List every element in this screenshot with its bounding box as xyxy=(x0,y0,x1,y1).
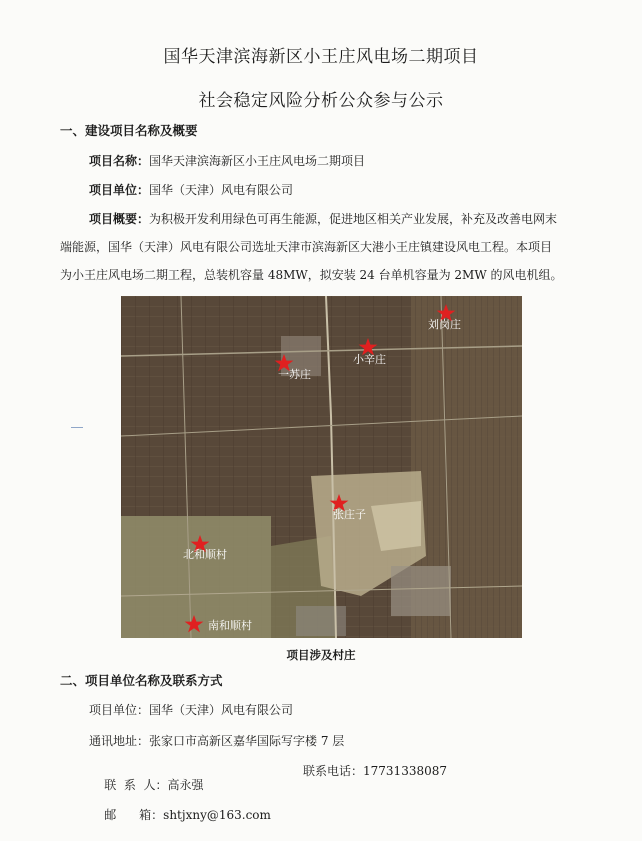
project-name-label: 项目名称： xyxy=(89,154,150,168)
project-overview-line3: 为小王庄风电场二期工程，总装机容量 48MW，拟安装 24 台单机容量为 2MW 的风电机组。 xyxy=(60,268,563,282)
village-label-suzhuang: 一苏庄 xyxy=(278,368,311,381)
contact-phone-label: 联系电话： xyxy=(303,764,364,778)
project-overview-line1 xyxy=(89,210,557,227)
map-caption: 项目涉及村庄 xyxy=(286,648,356,662)
contact-unit-line xyxy=(89,701,293,718)
project-unit-line xyxy=(89,181,293,198)
contact-person-value: 高永强 xyxy=(167,778,204,792)
contact-email-line xyxy=(89,792,271,837)
contact-person-label: 联 系 人： xyxy=(104,778,168,792)
project-overview-line2: 端能源，国华（天津）风电有限公司选址天津市滨海新区大港小王庄镇建设风电工程。本项目 xyxy=(60,240,553,254)
village-label-beiheshuncun: 北和顺村 xyxy=(183,548,227,561)
project-overview-text1: 为积极开发利用绿色可再生能源，促进地区相关产业发展，补充及改善电网末 xyxy=(149,212,558,226)
contact-address-label: 通讯地址： xyxy=(89,734,150,748)
section2-heading: 二、项目单位名称及联系方式 xyxy=(60,673,223,688)
contact-phone-line xyxy=(303,762,447,779)
contact-unit-value: 国华（天津）风电有限公司 xyxy=(149,703,294,717)
project-unit-label: 项目单位： xyxy=(89,183,150,197)
contact-unit-label: 项目单位： xyxy=(89,703,150,717)
project-unit-value: 国华（天津）风电有限公司 xyxy=(149,183,294,197)
satellite-map-image xyxy=(121,296,522,638)
village-label-zhangzhuangzi: 张庄子 xyxy=(333,508,366,521)
scan-mark xyxy=(71,427,83,428)
contact-email-value[interactable]: shtjxny@163.com xyxy=(163,808,271,822)
document-title: 国华天津滨海新区小王庄风电场二期项目 xyxy=(163,47,479,67)
satellite-map-svg xyxy=(121,296,522,638)
contact-address-value: 张家口市高新区嘉华国际写字楼 7 层 xyxy=(149,734,345,748)
project-overview-label: 项目概要： xyxy=(89,212,150,226)
village-label-nanheshuncun: 南和顺村 xyxy=(208,619,252,632)
contact-email-label: 邮 箱： xyxy=(104,808,164,822)
document-subtitle: 社会稳定风险分析公众参与公示 xyxy=(198,91,444,111)
village-label-xiaoxinzhuang: 小辛庄 xyxy=(353,353,386,366)
village-label-liugangzhuang: 刘岗庄 xyxy=(428,318,461,331)
project-name-value: 国华天津滨海新区小王庄风电场二期项目 xyxy=(149,154,366,168)
project-name-line xyxy=(89,152,365,169)
section1-heading: 一、建设项目名称及概要 xyxy=(60,123,198,138)
contact-phone-value: 17731338087 xyxy=(363,764,447,778)
contact-address-line xyxy=(89,732,344,749)
